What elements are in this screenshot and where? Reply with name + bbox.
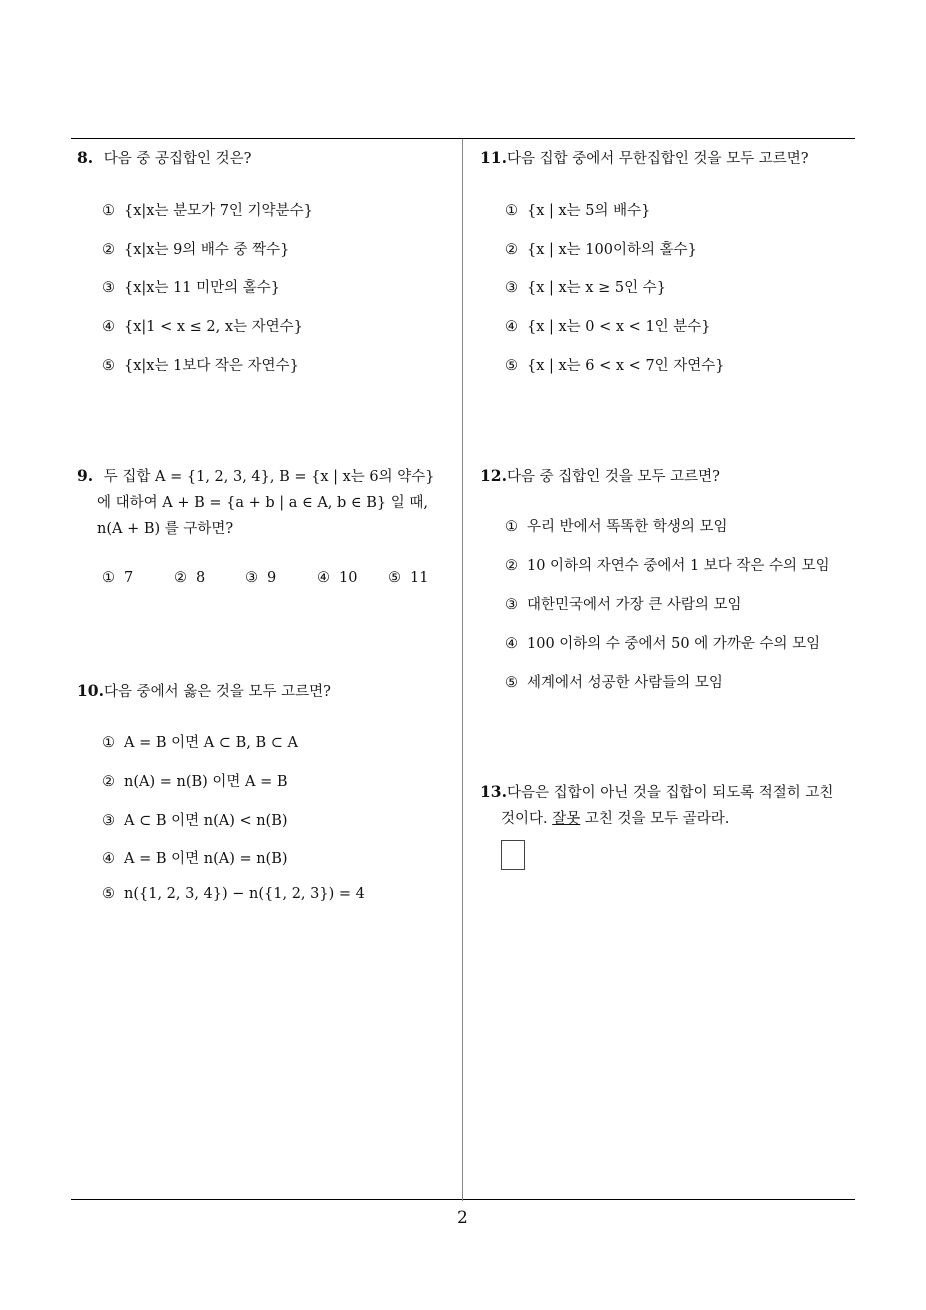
choice-mark: ① xyxy=(102,735,115,751)
choice-mark: ② xyxy=(102,774,115,790)
option-text: 10 xyxy=(339,570,358,586)
choice-mark: ③ xyxy=(505,280,518,296)
option-text: 7 xyxy=(124,570,134,586)
question-number: 8. xyxy=(77,148,94,167)
choice-mark: ① xyxy=(102,570,115,586)
q11-option-4[interactable] xyxy=(505,315,711,336)
question-text-line-1: 다음은 집합이 아닌 것을 집합이 되도록 적절히 고친 xyxy=(506,785,834,801)
option-text: 100 이하의 수 중에서 50 에 가까운 수의 모임 xyxy=(527,636,821,652)
line-2-end: 고친 것을 모두 골라라. xyxy=(584,811,730,827)
q10-option-3[interactable] xyxy=(102,809,288,830)
q10-option-4[interactable] xyxy=(102,847,288,868)
question-text: 다음 중 공집합인 것은? xyxy=(103,151,252,167)
q8-option-2[interactable] xyxy=(102,238,289,259)
question-text: 다음 중에서 옳은 것을 모두 고르면? xyxy=(103,684,331,700)
option-text: {x | x는 100이하의 홀수} xyxy=(527,242,697,258)
question-text: 다음 집합 중에서 무한집합인 것을 모두 고르면? xyxy=(506,151,809,167)
question-10 xyxy=(77,678,331,705)
q8-option-1[interactable] xyxy=(102,199,313,220)
option-text: 세계에서 성공한 사람들의 모임 xyxy=(527,675,723,691)
q9-option-4[interactable] xyxy=(317,570,357,586)
question-text-line-1: 두 집합 A = {1, 2, 3, 4}, B = {x | x는 6의 약수} xyxy=(103,469,435,485)
option-text: 대한민국에서 가장 큰 사람의 모임 xyxy=(527,597,742,613)
option-text: A = B 이면 A ⊂ B, B ⊂ A xyxy=(124,735,298,751)
option-text: {x|x는 9의 배수 중 짝수} xyxy=(124,242,290,258)
option-text: {x|x는 1보다 작은 자연수} xyxy=(124,358,299,374)
q9-option-1[interactable] xyxy=(102,570,133,586)
choice-mark: ② xyxy=(505,558,518,574)
choice-mark: ⑤ xyxy=(102,886,115,902)
q11-option-1[interactable] xyxy=(505,199,650,220)
question-11 xyxy=(480,145,809,172)
q8-option-4[interactable] xyxy=(102,315,303,336)
option-text: {x | x는 0 < x < 1인 분수} xyxy=(527,319,711,335)
choice-mark: ③ xyxy=(102,813,115,829)
q10-option-2[interactable] xyxy=(102,770,288,791)
choice-mark: ④ xyxy=(102,319,115,335)
option-text: {x|1 < x ≤ 2, x는 자연수} xyxy=(124,319,303,335)
option-text: n({1, 2, 3, 4}) − n({1, 2, 3}) = 4 xyxy=(124,886,365,902)
question-number: 9. xyxy=(77,466,94,485)
choice-mark: ④ xyxy=(102,851,115,867)
choice-mark: ④ xyxy=(505,636,518,652)
choice-mark: ⑤ xyxy=(102,358,115,374)
column-divider xyxy=(462,139,463,1201)
q9-option-2[interactable] xyxy=(174,570,205,586)
q9-option-5[interactable] xyxy=(388,570,428,586)
choice-mark: ① xyxy=(505,519,518,535)
q12-option-3[interactable] xyxy=(505,593,742,614)
choice-mark: ③ xyxy=(505,597,518,613)
option-text: n(A) = n(B) 이면 A = B xyxy=(124,774,288,790)
question-number: 10. xyxy=(77,681,104,700)
option-text: {x | x는 x ≥ 5인 수} xyxy=(527,280,666,296)
q8-option-5[interactable] xyxy=(102,354,299,375)
choice-mark: ② xyxy=(102,242,115,258)
q11-option-3[interactable] xyxy=(505,276,666,297)
q11-option-2[interactable] xyxy=(505,238,697,259)
q8-option-3[interactable] xyxy=(102,276,280,297)
choice-mark: ② xyxy=(174,570,187,586)
choice-mark: ① xyxy=(102,203,115,219)
option-text: {x|x는 분모가 7인 기약분수} xyxy=(124,203,313,219)
choice-mark: ③ xyxy=(245,570,258,586)
question-13 xyxy=(480,779,833,806)
q10-option-1[interactable] xyxy=(102,731,298,752)
choice-mark: ⑤ xyxy=(388,570,401,586)
question-12 xyxy=(480,463,720,490)
choice-mark: ⑤ xyxy=(505,675,518,691)
option-text: 8 xyxy=(196,570,206,586)
option-text: {x|x는 11 미만의 홀수} xyxy=(124,280,281,296)
question-9-line-2: 에 대하여 A + B = {a + b | a ∈ A, b ∈ B} 일 때, xyxy=(97,495,428,511)
question-13-line-2 xyxy=(501,806,729,832)
question-number: 11. xyxy=(480,148,507,167)
option-text: 10 이하의 자연수 중에서 1 보다 작은 수의 모임 xyxy=(527,558,830,574)
choice-mark: ⑤ xyxy=(505,358,518,374)
option-text: {x | x는 6 < x < 7인 자연수} xyxy=(527,358,725,374)
option-text: 우리 반에서 똑똑한 학생의 모임 xyxy=(527,519,728,535)
q9-option-3[interactable] xyxy=(245,570,276,586)
question-number: 13. xyxy=(480,782,507,801)
choice-mark: ② xyxy=(505,242,518,258)
question-text: 다음 중 집합인 것을 모두 고르면? xyxy=(506,469,720,485)
question-number: 12. xyxy=(480,466,507,485)
option-text: 11 xyxy=(410,570,429,586)
q12-option-4[interactable] xyxy=(505,632,820,653)
question-8 xyxy=(77,145,251,172)
option-text: A ⊂ B 이면 n(A) < n(B) xyxy=(124,813,288,829)
q11-option-5[interactable] xyxy=(505,354,725,375)
page-number: 2 xyxy=(457,1208,468,1228)
question-9 xyxy=(77,463,435,490)
q12-option-1[interactable] xyxy=(505,515,728,536)
line-2-start: 것이다. xyxy=(501,811,548,827)
choice-mark: ④ xyxy=(505,319,518,335)
option-text: 9 xyxy=(267,570,277,586)
q12-option-2[interactable] xyxy=(505,554,830,575)
q12-option-5[interactable] xyxy=(505,671,723,692)
choice-mark: ③ xyxy=(102,280,115,296)
option-text: A = B 이면 n(A) = n(B) xyxy=(124,851,288,867)
choice-mark: ④ xyxy=(317,570,330,586)
answer-box[interactable] xyxy=(501,840,525,870)
choice-mark: ① xyxy=(505,203,518,219)
option-text: {x | x는 5의 배수} xyxy=(527,203,651,219)
q10-option-5[interactable] xyxy=(102,886,365,902)
question-9-line-3: n(A + B) 를 구하면? xyxy=(97,521,234,537)
underlined-word: 잘못 xyxy=(552,811,581,827)
